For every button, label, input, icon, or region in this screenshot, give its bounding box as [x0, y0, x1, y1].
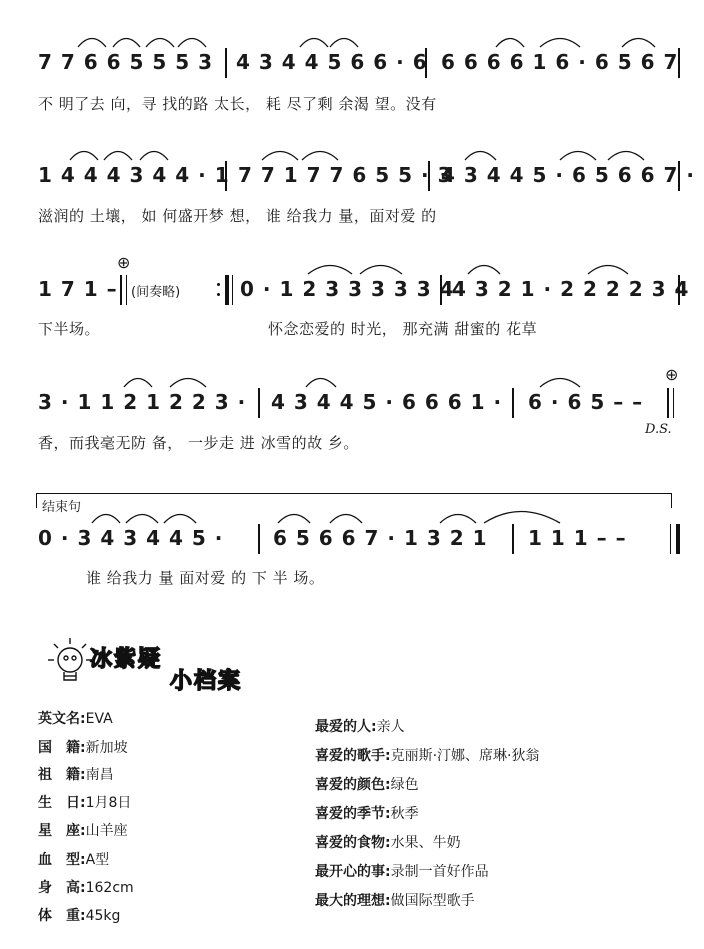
- profile-value: 新加坡: [85, 740, 128, 756]
- segno-icon: ⊕: [665, 365, 679, 384]
- measure-3-3: 4 3 2 1 · 2 2 2 2 3 4: [452, 277, 690, 301]
- profile-row: 体 重:45kg: [38, 908, 121, 924]
- measure-4-1: 3 · 1 1 2 1 2 2 3 ·: [38, 390, 247, 414]
- profile-row: 喜爱的颜色:绿色: [315, 777, 419, 793]
- profile-label: 身 高: [38, 880, 80, 896]
- profile-row: 喜爱的歌手:克丽斯·汀娜、席琳·狄翁: [315, 748, 540, 764]
- profile-title-line1: 冰紫疑: [90, 647, 163, 672]
- profile-value: 南昌: [85, 767, 114, 783]
- profile-row: 喜爱的食物:水果、牛奶: [315, 835, 461, 851]
- profile-row: 喜爱的季节:秋季: [315, 806, 419, 822]
- measure-1-1: 7 7 6 6 5 5 5 3: [38, 50, 214, 74]
- profile-row: 星 座:山羊座: [38, 823, 128, 839]
- measure-4-3: 6 · 6 5 – –: [528, 390, 644, 414]
- profile-row: 最爱的人:亲人: [315, 719, 405, 735]
- profile-label: 喜爱的季节: [315, 806, 385, 822]
- interlude-note: (间奏略): [131, 285, 181, 300]
- lyric-line-3a: 下半场。: [38, 320, 101, 338]
- profile-label: 星 座: [38, 823, 80, 839]
- profile-label: 喜爱的食物: [315, 835, 385, 851]
- lyric-line-1: 不 明了去 向，寻 找的路 太长， 耗 尽了剩 余渴 望。没有: [38, 95, 437, 113]
- profile-value: 做国际型歌手: [390, 893, 475, 909]
- ds-marking: D.S.: [645, 422, 672, 437]
- profile-row: 生 日:1月8日: [38, 795, 132, 811]
- coda-measure-3: 1 1 1 – –: [528, 526, 627, 550]
- measure-2-2: 7 7 1 7 7 6 5 5 · 3: [238, 163, 453, 187]
- profile-value: 克丽斯·汀娜、席琳·狄翁: [390, 748, 540, 764]
- profile-label: 血 型: [38, 852, 80, 868]
- lyric-line-4: 香，而我毫无防 备， 一步走 进 冰雪的故 乡。: [38, 434, 359, 452]
- profile-label: 喜爱的颜色: [315, 777, 385, 793]
- profile-label: 英文名: [38, 711, 80, 727]
- coda-measure-2: 6 5 6 6 7 · 1 3 2 1: [273, 526, 488, 550]
- profile-value: 1月8日: [85, 795, 132, 811]
- profile-value: 45kg: [85, 908, 121, 924]
- measure-1-2: 4 3 4 4 5 6 6 · 6: [236, 50, 428, 74]
- measure-3-2: 0 · 1 2 3 3 3 3 3 4: [240, 277, 455, 301]
- profile-row: 最大的理想:做国际型歌手: [315, 893, 475, 909]
- profile-title-line2: 小档案: [170, 669, 243, 694]
- profile-label: 体 重: [38, 908, 80, 924]
- profile-label: 喜爱的歌手: [315, 748, 385, 764]
- coda-measure-1: 0 · 3 4 3 4 4 5 ·: [38, 526, 224, 550]
- profile-label: 生 日: [38, 795, 80, 811]
- measure-2-3: 4 3 4 4 5 · 6 5 6 6 7 ·: [441, 163, 695, 187]
- measure-2-1: 1 4 4 4 3 4 4 · 1: [38, 163, 230, 187]
- coda-label: 结束句: [42, 500, 82, 515]
- profile-row: 国 籍:新加坡: [38, 740, 128, 756]
- lyric-line-3b: 怀念恋爱的 时光， 那充满 甜蜜的 花草: [268, 320, 538, 338]
- profile-label: 最爱的人: [315, 719, 371, 735]
- profile-row: 祖 籍:南昌: [38, 767, 114, 783]
- profile-row: 血 型:A型: [38, 852, 110, 868]
- measure-3-1: 1 7 1 –: [38, 277, 118, 301]
- measure-4-2: 4 3 4 4 5 · 6 6 6 1 ·: [271, 390, 503, 414]
- profile-label: 祖 籍: [38, 767, 80, 783]
- profile-label: 最大的理想: [315, 893, 385, 909]
- profile-value: EVA: [85, 711, 113, 727]
- profile-value: 亲人: [376, 719, 405, 735]
- lyric-line-2: 滋润的 土壤， 如 何盛开梦 想， 谁 给我力 量，面对爱 的: [38, 207, 437, 225]
- measure-1-3: 6 6 6 6 1 6 · 6 5 6 7: [441, 50, 679, 74]
- segno-icon: ⊕: [117, 253, 131, 272]
- profile-value: 水果、牛奶: [390, 835, 461, 851]
- profile-label: 最开心的事: [315, 864, 385, 880]
- profile-value: 绿色: [390, 777, 419, 793]
- profile-value: 162cm: [85, 880, 134, 896]
- profile-value: 录制一首好作品: [390, 864, 489, 880]
- profile-value: 山羊座: [85, 823, 128, 839]
- profile-row: 身 高:162cm: [38, 880, 134, 896]
- profile-value: 秋季: [390, 806, 419, 822]
- profile-row: 英文名:EVA: [38, 711, 113, 727]
- profile-label: 国 籍: [38, 740, 80, 756]
- lyric-line-coda: 谁 给我力 量 面对爱 的 下 半 场。: [86, 569, 325, 587]
- profile-row: 最开心的事:录制一首好作品: [315, 864, 489, 880]
- profile-value: A型: [85, 852, 110, 868]
